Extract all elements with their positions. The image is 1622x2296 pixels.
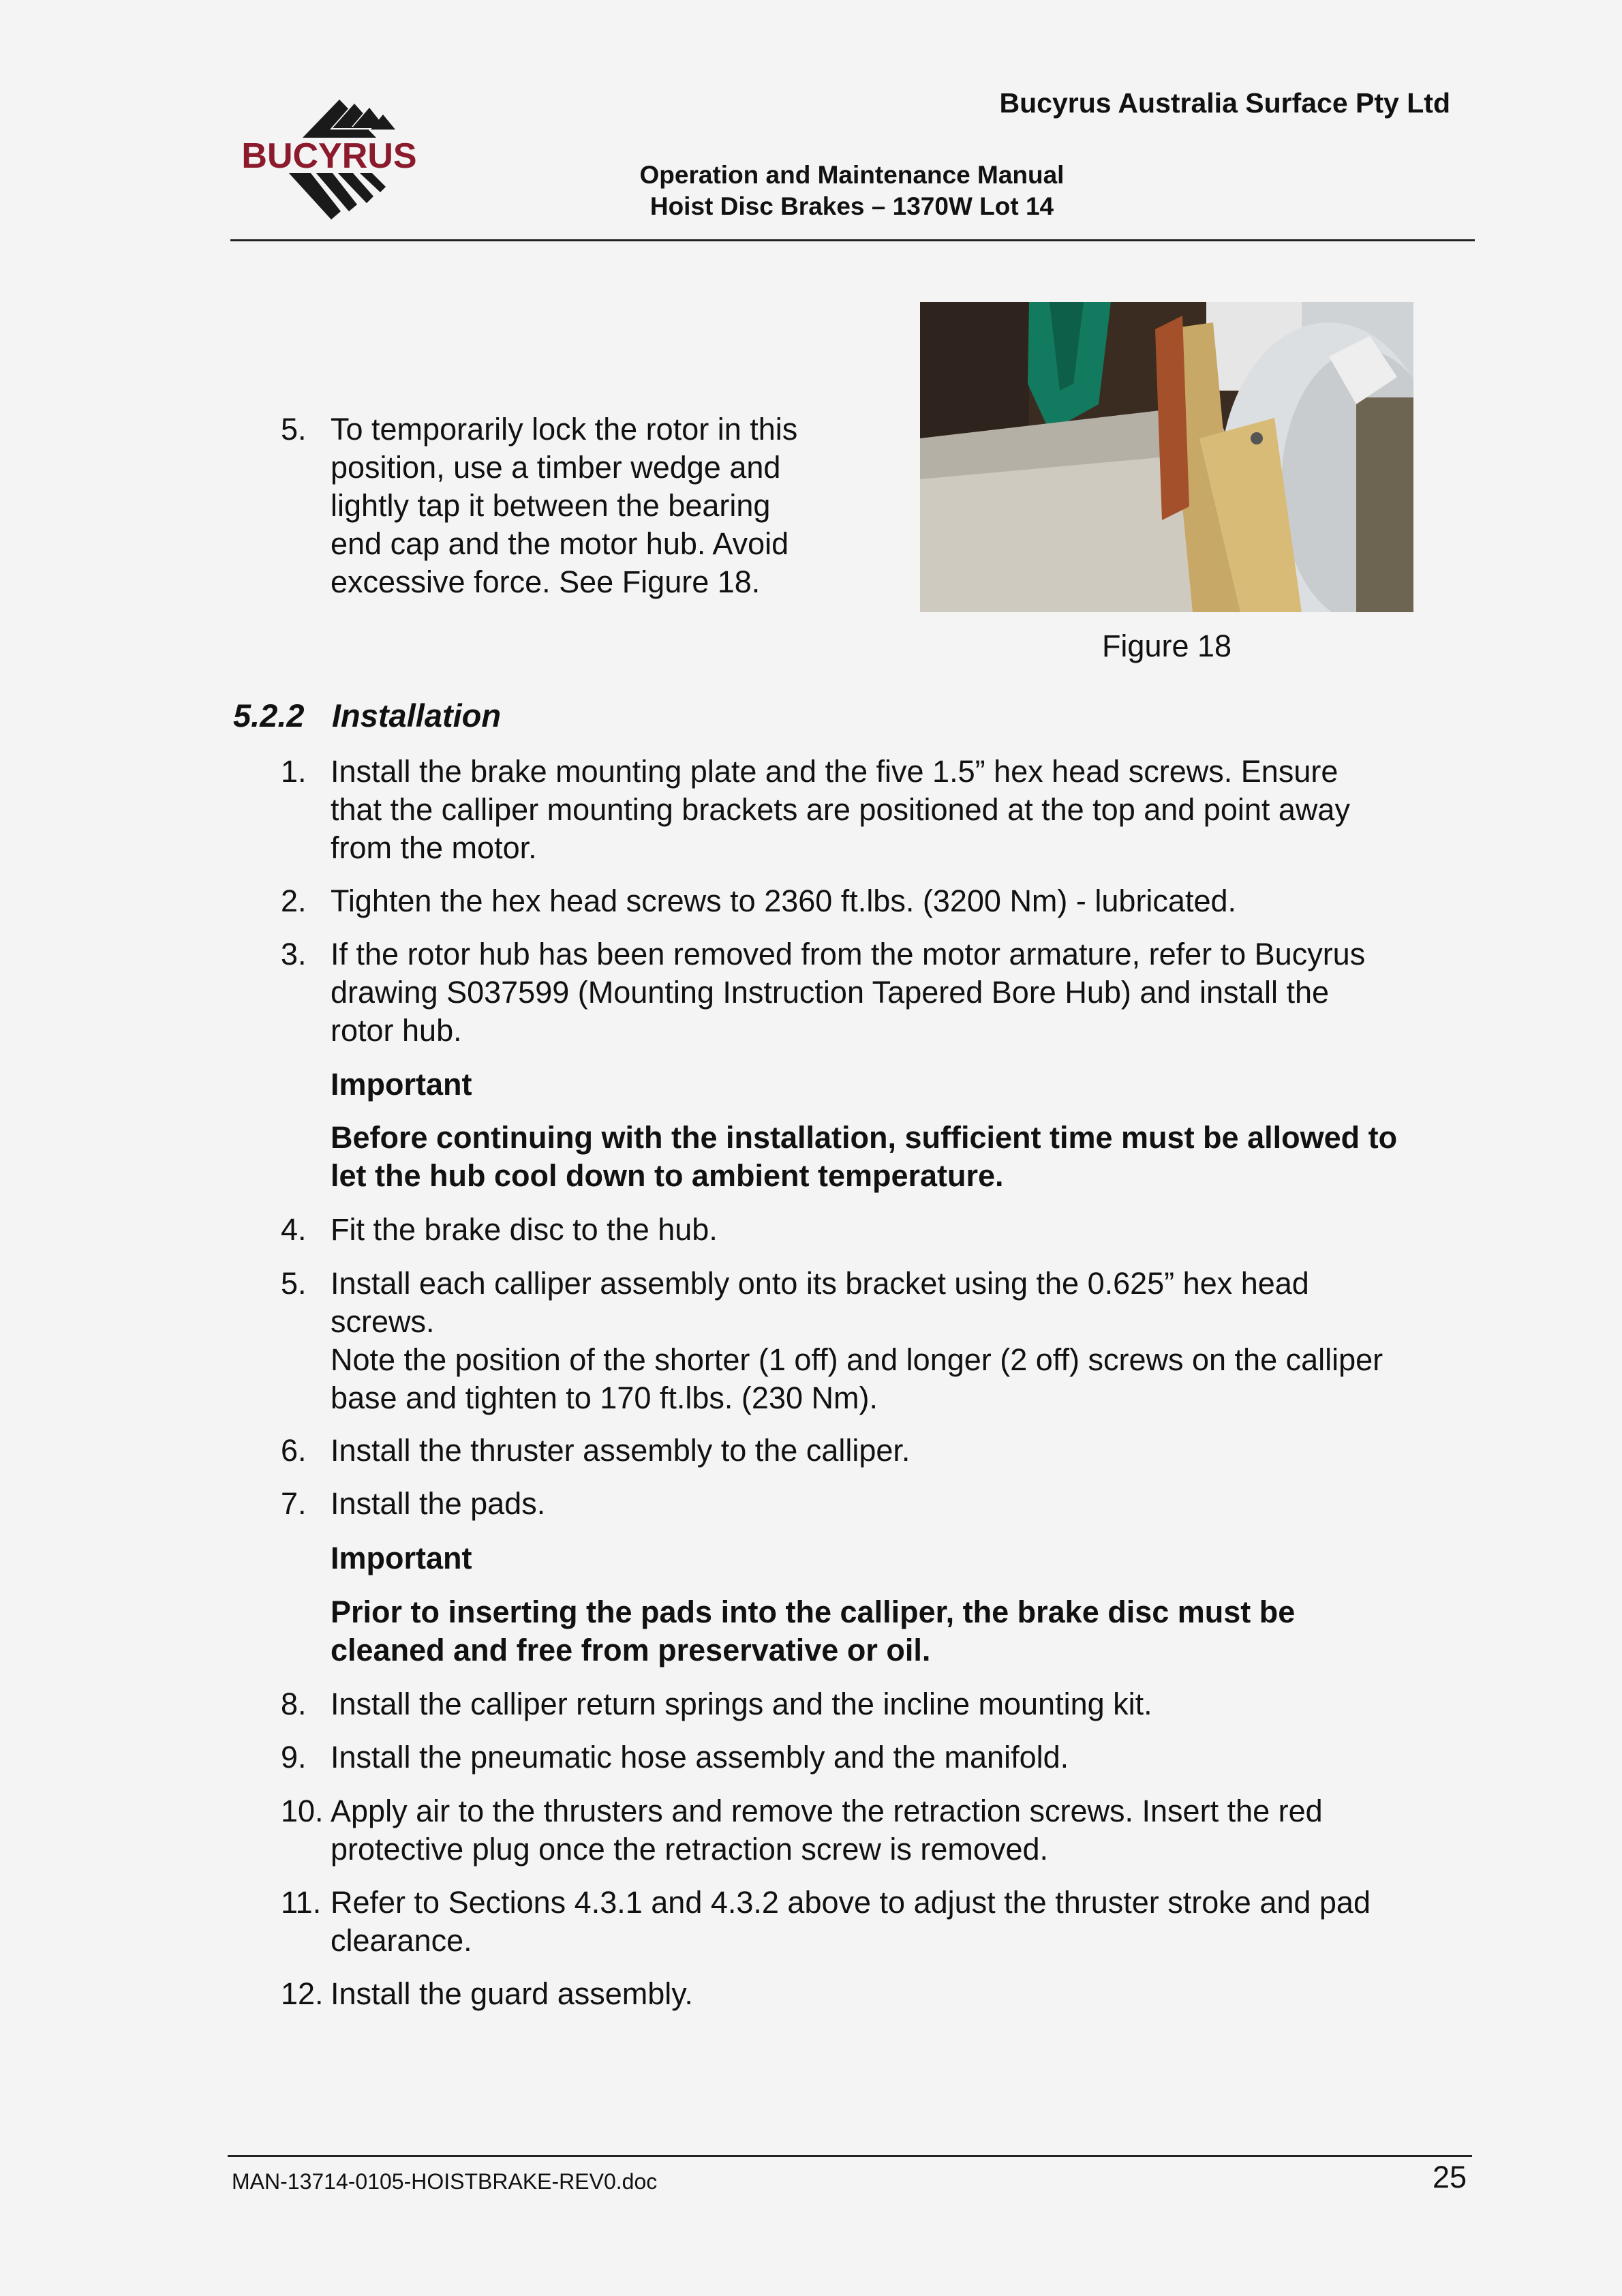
step-line: Install the brake mounting plate and the five 1.5” hex head screws. Ensure	[331, 754, 1338, 789]
footer-divider	[228, 2155, 1472, 2157]
step-line: Tighten the hex head screws to 2360 ft.lbs. (3200 Nm) - lubricated.	[331, 883, 1237, 918]
step-number: 10.	[281, 1794, 324, 1828]
step-number: 7.	[281, 1486, 307, 1521]
step-number: 6.	[281, 1433, 307, 1468]
step-line: from the motor.	[331, 830, 537, 865]
page-number: 25	[1432, 2160, 1467, 2194]
step-line: Install each calliper assembly onto its bracket using the 0.625” hex head	[331, 1266, 1309, 1301]
step-line: drawing S037599 (Mounting Instruction Tapered Bore Hub) and install the	[331, 975, 1330, 1010]
important-note	[331, 1119, 1397, 1195]
important-label: Important	[331, 1067, 472, 1102]
step-line: Install the pneumatic hose assembly and the manifold.	[331, 1740, 1069, 1774]
note-line: let the hub cool down to ambient temperature.	[331, 1158, 1004, 1193]
intro-line: excessive force. See Figure 18.	[331, 564, 761, 599]
manual-subtitle: Hoist Disc Brakes – 1370W Lot 14	[649, 192, 1054, 220]
step-number: 1.	[281, 754, 307, 789]
step-line: If the rotor hub has been removed from the motor armature, refer to Bucyrus	[331, 937, 1366, 971]
logo-wordmark: BUCYRUS	[241, 136, 417, 176]
step-number: 11.	[281, 1885, 322, 1920]
step-line: Install the pads.	[331, 1486, 546, 1521]
step-number: 2.	[281, 883, 307, 918]
step-number: 4.	[281, 1212, 307, 1247]
section-title: Installation	[332, 697, 502, 734]
header-divider	[230, 239, 1475, 241]
intro-line: To temporarily lock the rotor in this	[331, 412, 798, 447]
note-line: cleaned and free from preservative or oil.	[331, 1633, 931, 1667]
step-number: 5.	[281, 1266, 307, 1301]
step-line: Install the thruster assembly to the calliper.	[331, 1433, 911, 1468]
step-number: 12.	[281, 1976, 324, 2011]
step-line: Note the position of the shorter (1 off) and longer (2 off) screws on the calliper	[331, 1342, 1383, 1377]
note-line: Prior to inserting the pads into the calliper, the brake disc must be	[331, 1595, 1296, 1629]
step-line: protective plug once the retraction screw is removed.	[331, 1832, 1048, 1867]
step-line: Fit the brake disc to the hub.	[331, 1212, 718, 1247]
intro-line: lightly tap it between the bearing	[331, 488, 771, 523]
step-number: 8.	[281, 1687, 307, 1721]
step-line: screws.	[331, 1304, 435, 1339]
step-line: rotor hub.	[331, 1013, 462, 1048]
step-line: base and tighten to 170 ft.lbs. (230 Nm).	[331, 1380, 878, 1415]
figure-caption: Figure 18	[1101, 629, 1232, 663]
bucyrus-logo-mark	[230, 97, 428, 223]
step-number: 3.	[281, 937, 307, 971]
step-number: 9.	[281, 1740, 307, 1774]
important-label: Important	[331, 1541, 472, 1575]
step-line: Refer to Sections 4.3.1 and 4.3.2 above to adjust the thruster stroke and pad	[331, 1885, 1371, 1920]
intro-line: position, use a timber wedge and	[331, 450, 781, 485]
intro-line: end cap and the motor hub. Avoid	[331, 526, 789, 561]
step-line: clearance.	[331, 1923, 472, 1958]
note-line: Before continuing with the installation, sufficient time must be allowed to	[331, 1120, 1398, 1155]
footer-document-id: MAN-13714-0105-HOISTBRAKE-REV0.doc	[232, 2169, 658, 2194]
step-line: Install the calliper return springs and the incline mounting kit.	[331, 1687, 1152, 1721]
step-line: Install the guard assembly.	[331, 1976, 693, 2011]
manual-title: Operation and Maintenance Manual	[639, 161, 1065, 189]
section-number: 5.2.2	[233, 697, 305, 734]
bucyrus-logo	[230, 97, 428, 223]
step-number: 5.	[281, 412, 307, 447]
important-note	[331, 1593, 1295, 1670]
step-line: Apply air to the thrusters and remove the retraction screws. Insert the red	[331, 1794, 1323, 1828]
step-line: that the calliper mounting brackets are positioned at the top and point away	[331, 792, 1350, 827]
company-name: Bucyrus Australia Surface Pty Ltd	[999, 87, 1450, 119]
figure-18-photo	[920, 302, 1413, 612]
